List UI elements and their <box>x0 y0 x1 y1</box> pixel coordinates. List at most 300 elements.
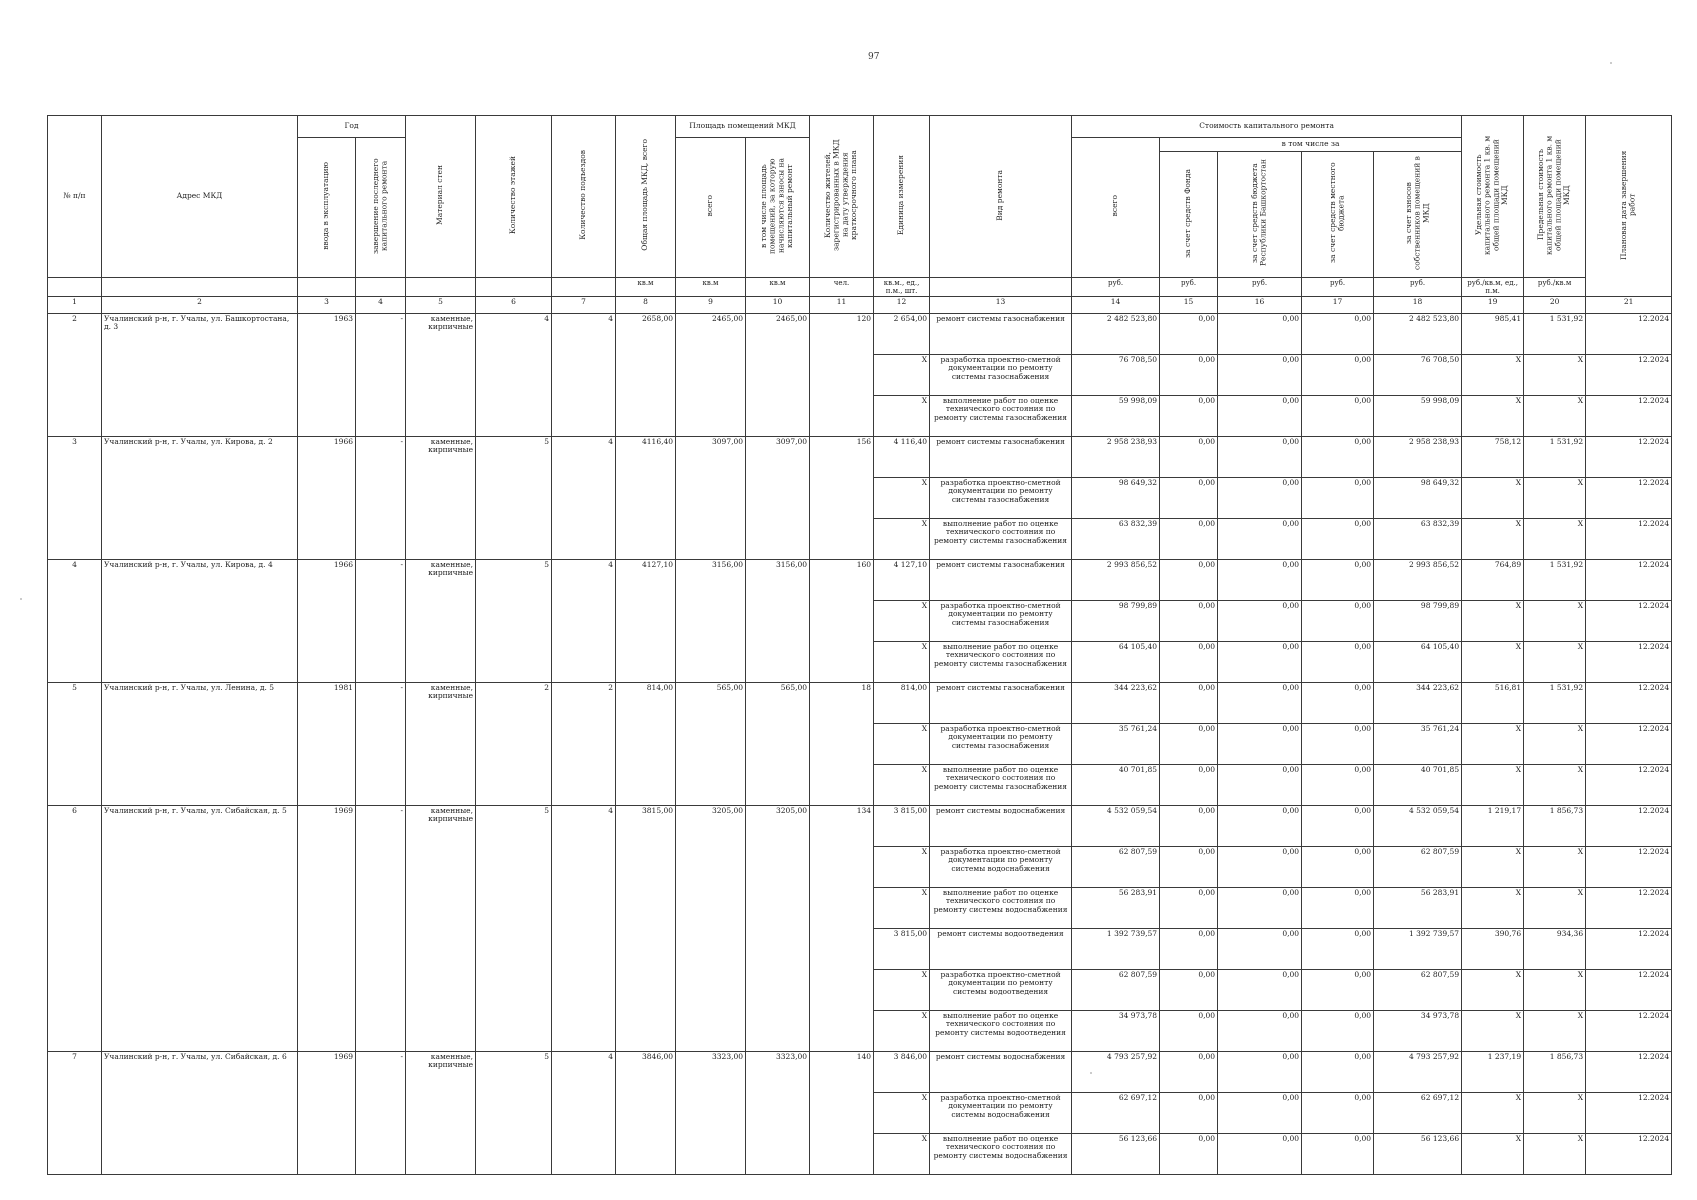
column-number: 17 <box>1302 296 1374 313</box>
building-num: 5 <box>48 682 102 805</box>
work-max-cost: X <box>1524 354 1586 395</box>
building-floors: 5 <box>476 436 552 559</box>
work-cost-local: 0,00 <box>1302 600 1374 641</box>
work-cost-fund: 0,00 <box>1160 764 1218 805</box>
work-max-cost: X <box>1524 518 1586 559</box>
work-max-cost: 1 531,92 <box>1524 682 1586 723</box>
work-deadline: 12.2024 <box>1586 764 1672 805</box>
work-unit: X <box>874 723 930 764</box>
work-cost-total: 56 283,91 <box>1072 887 1160 928</box>
work-cost-local: 0,00 <box>1302 436 1374 477</box>
work-cost-fund: 0,00 <box>1160 1051 1218 1092</box>
work-type: ремонт системы водоснабжения <box>930 805 1072 846</box>
work-cost-total: 64 105,40 <box>1072 641 1160 682</box>
building-total-area: 3815,00 <box>616 805 676 1051</box>
work-unit: 814,00 <box>874 682 930 723</box>
work-unit-cost: X <box>1462 354 1524 395</box>
work-type: выполнение работ по оценке технического состояния по ремонту системы газоснабжения <box>930 518 1072 559</box>
work-cost-republic: 0,00 <box>1218 313 1302 354</box>
building-premises-paying: 3323,00 <box>746 1051 810 1174</box>
building-entrances: 2 <box>552 682 616 805</box>
work-cost-owners: 35 761,24 <box>1374 723 1462 764</box>
building-premises-total: 3205,00 <box>676 805 746 1051</box>
work-deadline: 12.2024 <box>1586 805 1672 846</box>
building-address: Учалинский р-н, г. Учалы, ул. Сибайская, д. 5 <box>102 805 298 1051</box>
building-last-overhaul: - <box>356 805 406 1051</box>
building-premises-paying: 565,00 <box>746 682 810 805</box>
building-last-overhaul: - <box>356 559 406 682</box>
work-cost-owners: 40 701,85 <box>1374 764 1462 805</box>
building-entrances: 4 <box>552 805 616 1051</box>
column-number: 21 <box>1586 296 1672 313</box>
column-number: 20 <box>1524 296 1586 313</box>
scan-speck <box>20 598 22 600</box>
work-cost-total: 2 958 238,93 <box>1072 436 1160 477</box>
work-cost-total: 98 799,89 <box>1072 600 1160 641</box>
header-residents: Количество жителей, зарегистрированных в МКД на дату утверждения краткосрочного плана <box>823 139 859 251</box>
building-material: каменные, кирпичные <box>406 559 476 682</box>
work-cost-local: 0,00 <box>1302 682 1374 723</box>
building-year: 1963 <box>298 313 356 436</box>
work-type: разработка проектно-сметной документации по ремонту системы газоснабжения <box>930 723 1072 764</box>
header-floors: Количество этажей <box>508 155 518 235</box>
column-number: 1 <box>48 296 102 313</box>
work-type: ремонт системы газоснабжения <box>930 682 1072 723</box>
scan-speck <box>1090 1072 1092 1074</box>
work-cost-fund: 0,00 <box>1160 1133 1218 1174</box>
work-cost-total: 4 532 059,54 <box>1072 805 1160 846</box>
building-total-area: 2658,00 <box>616 313 676 436</box>
work-unit: X <box>874 1092 930 1133</box>
building-address: Учалинский р-н, г. Учалы, ул. Башкортостана, д. 3 <box>102 313 298 436</box>
building-total-area: 3846,00 <box>616 1051 676 1174</box>
work-unit: X <box>874 477 930 518</box>
work-cost-local: 0,00 <box>1302 764 1374 805</box>
work-cost-republic: 0,00 <box>1218 518 1302 559</box>
work-cost-republic: 0,00 <box>1218 1051 1302 1092</box>
work-cost-owners: 344 223,62 <box>1374 682 1462 723</box>
work-deadline: 12.2024 <box>1586 518 1672 559</box>
work-cost-fund: 0,00 <box>1160 969 1218 1010</box>
work-cost-owners: 4 532 059,54 <box>1374 805 1462 846</box>
table-row <box>48 436 1672 477</box>
work-unit-cost: X <box>1462 887 1524 928</box>
work-cost-republic: 0,00 <box>1218 600 1302 641</box>
building-premises-paying: 3205,00 <box>746 805 810 1051</box>
work-cost-local: 0,00 <box>1302 723 1374 764</box>
building-material: каменные, кирпичные <box>406 436 476 559</box>
work-cost-republic: 0,00 <box>1218 764 1302 805</box>
work-cost-local: 0,00 <box>1302 559 1374 600</box>
header-work-type: Вид ремонта <box>995 169 1005 221</box>
work-unit: 2 654,00 <box>874 313 930 354</box>
building-premises-total: 565,00 <box>676 682 746 805</box>
work-type: разработка проектно-сметной документации по ремонту системы газоснабжения <box>930 354 1072 395</box>
work-cost-local: 0,00 <box>1302 641 1374 682</box>
work-cost-republic: 0,00 <box>1218 723 1302 764</box>
work-cost-total: 34 973,78 <box>1072 1010 1160 1051</box>
building-address: Учалинский р-н, г. Учалы, ул. Сибайская, д. 6 <box>102 1051 298 1174</box>
work-unit-cost: 764,89 <box>1462 559 1524 600</box>
work-cost-total: 344 223,62 <box>1072 682 1160 723</box>
work-type: ремонт системы газоснабжения <box>930 559 1072 600</box>
work-cost-republic: 0,00 <box>1218 559 1302 600</box>
work-deadline: 12.2024 <box>1586 354 1672 395</box>
building-last-overhaul: - <box>356 1051 406 1174</box>
work-cost-republic: 0,00 <box>1218 1133 1302 1174</box>
work-unit-cost: X <box>1462 1133 1524 1174</box>
work-cost-republic: 0,00 <box>1218 477 1302 518</box>
work-cost-local: 0,00 <box>1302 477 1374 518</box>
building-num: 4 <box>48 559 102 682</box>
work-cost-owners: 56 123,66 <box>1374 1133 1462 1174</box>
work-unit: 3 815,00 <box>874 928 930 969</box>
work-cost-total: 1 392 739,57 <box>1072 928 1160 969</box>
work-deadline: 12.2024 <box>1586 682 1672 723</box>
work-unit: X <box>874 764 930 805</box>
header-cost-group: Стоимость капитального ремонта <box>1072 116 1462 138</box>
work-cost-fund: 0,00 <box>1160 1092 1218 1133</box>
header-total-area: Общая площадь МКД, всего <box>640 139 650 251</box>
building-year: 1966 <box>298 436 356 559</box>
work-type: разработка проектно-сметной документации по ремонту системы водоотведения <box>930 969 1072 1010</box>
work-deadline: 12.2024 <box>1586 436 1672 477</box>
building-num: 7 <box>48 1051 102 1174</box>
header-cost-fund: за счет средств Фонда <box>1183 168 1193 258</box>
building-num: 2 <box>48 313 102 436</box>
work-unit: X <box>874 354 930 395</box>
work-cost-fund: 0,00 <box>1160 846 1218 887</box>
building-premises-total: 3097,00 <box>676 436 746 559</box>
column-number: 19 <box>1462 296 1524 313</box>
column-number: 15 <box>1160 296 1218 313</box>
building-year: 1969 <box>298 805 356 1051</box>
column-number: 10 <box>746 296 810 313</box>
work-cost-total: 98 649,32 <box>1072 477 1160 518</box>
work-deadline: 12.2024 <box>1586 1133 1672 1174</box>
work-type: разработка проектно-сметной документации по ремонту системы газоснабжения <box>930 600 1072 641</box>
work-cost-owners: 4 793 257,92 <box>1374 1051 1462 1092</box>
overhaul-register-table <box>47 115 1672 1175</box>
unit-cost-owners: руб. <box>1374 277 1462 296</box>
work-deadline: 12.2024 <box>1586 559 1672 600</box>
work-unit-cost: X <box>1462 641 1524 682</box>
work-cost-republic: 0,00 <box>1218 682 1302 723</box>
work-unit-cost: X <box>1462 764 1524 805</box>
work-cost-owners: 56 283,91 <box>1374 887 1462 928</box>
building-material: каменные, кирпичные <box>406 805 476 1051</box>
work-unit: 3 846,00 <box>874 1051 930 1092</box>
work-max-cost: 1 531,92 <box>1524 313 1586 354</box>
building-total-area: 814,00 <box>616 682 676 805</box>
work-cost-republic: 0,00 <box>1218 641 1302 682</box>
unit-premises-total: кв.м <box>676 277 746 296</box>
work-cost-republic: 0,00 <box>1218 846 1302 887</box>
building-residents: 120 <box>810 313 874 436</box>
work-deadline: 12.2024 <box>1586 600 1672 641</box>
column-number: 6 <box>476 296 552 313</box>
work-unit: X <box>874 1010 930 1051</box>
header-cost-local: за счет средств местного бюджета <box>1327 162 1346 264</box>
work-type: выполнение работ по оценке технического состояния по ремонту системы газоснабжения <box>930 764 1072 805</box>
work-unit-cost: X <box>1462 600 1524 641</box>
building-address: Учалинский р-н, г. Учалы, ул. Кирова, д. 2 <box>102 436 298 559</box>
building-last-overhaul: - <box>356 313 406 436</box>
work-unit-cost: X <box>1462 518 1524 559</box>
work-unit-cost: 985,41 <box>1462 313 1524 354</box>
work-cost-owners: 1 392 739,57 <box>1374 928 1462 969</box>
work-cost-fund: 0,00 <box>1160 928 1218 969</box>
unit-cost-local: руб. <box>1302 277 1374 296</box>
work-cost-owners: 62 807,59 <box>1374 969 1462 1010</box>
work-cost-total: 63 832,39 <box>1072 518 1160 559</box>
work-cost-fund: 0,00 <box>1160 600 1218 641</box>
work-unit: X <box>874 395 930 436</box>
work-cost-owners: 2 482 523,80 <box>1374 313 1462 354</box>
unit-residents: чел. <box>810 277 874 296</box>
work-deadline: 12.2024 <box>1586 928 1672 969</box>
work-max-cost: X <box>1524 1092 1586 1133</box>
work-cost-total: 4 793 257,92 <box>1072 1051 1160 1092</box>
building-floors: 4 <box>476 313 552 436</box>
work-type: выполнение работ по оценке технического состояния по ремонту системы водоснабжения <box>930 887 1072 928</box>
header-premises-group: Площадь помещений МКД <box>676 116 810 138</box>
work-type: выполнение работ по оценке технического состояния по ремонту системы газоснабжения <box>930 641 1072 682</box>
column-number: 8 <box>616 296 676 313</box>
work-deadline: 12.2024 <box>1586 1051 1672 1092</box>
work-deadline: 12.2024 <box>1586 477 1672 518</box>
work-unit-cost: 516,81 <box>1462 682 1524 723</box>
building-residents: 140 <box>810 1051 874 1174</box>
work-max-cost: 934,36 <box>1524 928 1586 969</box>
header-address: Адрес МКД <box>102 116 298 278</box>
column-number: 11 <box>810 296 874 313</box>
header-entrances: Количество подъездов <box>578 150 588 240</box>
building-material: каменные, кирпичные <box>406 1051 476 1174</box>
work-cost-owners: 62 807,59 <box>1374 846 1462 887</box>
building-floors: 5 <box>476 1051 552 1174</box>
building-floors: 5 <box>476 559 552 682</box>
work-cost-total: 40 701,85 <box>1072 764 1160 805</box>
building-entrances: 4 <box>552 436 616 559</box>
work-cost-fund: 0,00 <box>1160 313 1218 354</box>
work-type: разработка проектно-сметной документации по ремонту системы водоснабжения <box>930 1092 1072 1133</box>
unit-premises-paying: кв.м <box>746 277 810 296</box>
column-number: 4 <box>356 296 406 313</box>
work-max-cost: X <box>1524 723 1586 764</box>
work-cost-republic: 0,00 <box>1218 928 1302 969</box>
building-total-area: 4127,10 <box>616 559 676 682</box>
unit-max-cost: руб./кв.м <box>1524 277 1586 296</box>
work-cost-total: 62 697,12 <box>1072 1092 1160 1133</box>
work-cost-republic: 0,00 <box>1218 1092 1302 1133</box>
work-unit-cost: X <box>1462 395 1524 436</box>
building-material: каменные, кирпичные <box>406 313 476 436</box>
work-cost-owners: 76 708,50 <box>1374 354 1462 395</box>
work-deadline: 12.2024 <box>1586 395 1672 436</box>
building-num: 6 <box>48 805 102 1051</box>
work-cost-total: 59 998,09 <box>1072 395 1160 436</box>
work-max-cost: X <box>1524 846 1586 887</box>
building-floors: 2 <box>476 682 552 805</box>
work-cost-local: 0,00 <box>1302 1133 1374 1174</box>
column-number: 2 <box>102 296 298 313</box>
work-cost-local: 0,00 <box>1302 846 1374 887</box>
table-header <box>48 116 1672 314</box>
column-number: 7 <box>552 296 616 313</box>
work-deadline: 12.2024 <box>1586 1010 1672 1051</box>
building-num: 3 <box>48 436 102 559</box>
header-year-group: Год <box>298 116 406 138</box>
work-unit: X <box>874 641 930 682</box>
work-cost-republic: 0,00 <box>1218 436 1302 477</box>
header-max-cost: Предельная стоимость капитального ремонта 1 кв. м общей площади помещений МКД <box>1536 135 1572 255</box>
building-premises-paying: 3156,00 <box>746 559 810 682</box>
column-number: 18 <box>1374 296 1462 313</box>
header-premises-total: всего <box>705 195 715 217</box>
work-cost-fund: 0,00 <box>1160 395 1218 436</box>
building-premises-total: 3156,00 <box>676 559 746 682</box>
work-cost-owners: 64 105,40 <box>1374 641 1462 682</box>
work-deadline: 12.2024 <box>1586 887 1672 928</box>
building-total-area: 4116,40 <box>616 436 676 559</box>
work-cost-local: 0,00 <box>1302 1010 1374 1051</box>
column-number: 13 <box>930 296 1072 313</box>
building-last-overhaul: - <box>356 436 406 559</box>
work-unit: 3 815,00 <box>874 805 930 846</box>
work-max-cost: X <box>1524 1133 1586 1174</box>
building-residents: 134 <box>810 805 874 1051</box>
page-number: 97 <box>868 52 880 62</box>
building-premises-total: 3323,00 <box>676 1051 746 1174</box>
scan-speck <box>1610 62 1612 64</box>
work-unit-cost: X <box>1462 1010 1524 1051</box>
building-year: 1969 <box>298 1051 356 1174</box>
work-cost-local: 0,00 <box>1302 395 1374 436</box>
unit-cost-fund: руб. <box>1160 277 1218 296</box>
work-cost-local: 0,00 <box>1302 313 1374 354</box>
work-cost-fund: 0,00 <box>1160 641 1218 682</box>
work-cost-total: 62 807,59 <box>1072 969 1160 1010</box>
work-type: ремонт системы водоснабжения <box>930 1051 1072 1092</box>
building-material: каменные, кирпичные <box>406 682 476 805</box>
header-cost-total: всего <box>1110 195 1120 217</box>
work-unit-cost: X <box>1462 846 1524 887</box>
work-deadline: 12.2024 <box>1586 1092 1672 1133</box>
work-cost-total: 56 123,66 <box>1072 1133 1160 1174</box>
work-deadline: 12.2024 <box>1586 846 1672 887</box>
work-unit-cost: X <box>1462 723 1524 764</box>
work-deadline: 12.2024 <box>1586 313 1672 354</box>
header-num: № п/п <box>48 116 102 278</box>
header-including: в том числе за <box>1160 138 1462 152</box>
work-unit: X <box>874 518 930 559</box>
work-cost-local: 0,00 <box>1302 969 1374 1010</box>
work-unit-cost: X <box>1462 969 1524 1010</box>
header-cost-republic: за счет средств бюджета Республики Башкортостан <box>1249 159 1268 267</box>
work-max-cost: X <box>1524 395 1586 436</box>
work-cost-local: 0,00 <box>1302 354 1374 395</box>
building-residents: 156 <box>810 436 874 559</box>
column-number: 16 <box>1218 296 1302 313</box>
work-cost-owners: 2 958 238,93 <box>1374 436 1462 477</box>
work-type: разработка проектно-сметной документации по ремонту системы газоснабжения <box>930 477 1072 518</box>
building-entrances: 4 <box>552 559 616 682</box>
work-cost-fund: 0,00 <box>1160 559 1218 600</box>
work-unit: X <box>874 887 930 928</box>
unit-total-area: кв.м <box>616 277 676 296</box>
header-unit-cost: Удельная стоимость капитального ремонта 1 кв. м общей площади помещений МКД <box>1474 135 1510 255</box>
work-unit: X <box>874 600 930 641</box>
table-row <box>48 313 1672 354</box>
work-max-cost: X <box>1524 600 1586 641</box>
work-cost-owners: 98 649,32 <box>1374 477 1462 518</box>
work-type: выполнение работ по оценке технического состояния по ремонту системы газоснабжения <box>930 395 1072 436</box>
unit-cost-total: руб. <box>1072 277 1160 296</box>
work-unit: X <box>874 969 930 1010</box>
work-unit-cost: 1 219,17 <box>1462 805 1524 846</box>
work-cost-local: 0,00 <box>1302 1092 1374 1133</box>
work-unit: X <box>874 846 930 887</box>
work-max-cost: 1 531,92 <box>1524 559 1586 600</box>
work-type: выполнение работ по оценке технического состояния по ремонту системы водоснабжения <box>930 1133 1072 1174</box>
work-cost-local: 0,00 <box>1302 928 1374 969</box>
work-unit-cost: X <box>1462 477 1524 518</box>
header-year-last-overhaul: завершение последнего капитального ремонта <box>370 158 389 254</box>
work-unit: X <box>874 1133 930 1174</box>
building-premises-paying: 3097,00 <box>746 436 810 559</box>
building-entrances: 4 <box>552 313 616 436</box>
work-cost-republic: 0,00 <box>1218 969 1302 1010</box>
work-type: ремонт системы газоснабжения <box>930 313 1072 354</box>
work-unit-cost: 390,76 <box>1462 928 1524 969</box>
work-type: разработка проектно-сметной документации по ремонту системы водоснабжения <box>930 846 1072 887</box>
header-deadline: Плановая дата завершения работ <box>1618 149 1637 260</box>
work-cost-republic: 0,00 <box>1218 1010 1302 1051</box>
work-unit: 4 116,40 <box>874 436 930 477</box>
work-type: выполнение работ по оценке технического состояния по ремонту системы водоотведения <box>930 1010 1072 1051</box>
work-cost-fund: 0,00 <box>1160 805 1218 846</box>
work-cost-republic: 0,00 <box>1218 354 1302 395</box>
column-number: 5 <box>406 296 476 313</box>
work-max-cost: X <box>1524 1010 1586 1051</box>
work-type: ремонт системы водоотведения <box>930 928 1072 969</box>
work-max-cost: 1 531,92 <box>1524 436 1586 477</box>
table-row <box>48 805 1672 846</box>
work-deadline: 12.2024 <box>1586 723 1672 764</box>
work-cost-fund: 0,00 <box>1160 887 1218 928</box>
work-type: ремонт системы газоснабжения <box>930 436 1072 477</box>
column-number-row <box>48 296 1672 313</box>
column-number: 9 <box>676 296 746 313</box>
table-row <box>48 1051 1672 1092</box>
building-address: Учалинский р-н, г. Учалы, ул. Кирова, д. 4 <box>102 559 298 682</box>
building-entrances: 4 <box>552 1051 616 1174</box>
work-max-cost: X <box>1524 641 1586 682</box>
work-unit: 4 127,10 <box>874 559 930 600</box>
table-row <box>48 682 1672 723</box>
building-floors: 5 <box>476 805 552 1051</box>
work-unit-cost: 1 237,19 <box>1462 1051 1524 1092</box>
unit-measure: кв.м., ед., п.м., шт. <box>874 277 930 296</box>
column-number: 3 <box>298 296 356 313</box>
building-address: Учалинский р-н, г. Учалы, ул. Ленина, д. 5 <box>102 682 298 805</box>
work-cost-fund: 0,00 <box>1160 682 1218 723</box>
work-max-cost: X <box>1524 764 1586 805</box>
work-cost-fund: 0,00 <box>1160 1010 1218 1051</box>
overhaul-register-sheet <box>47 115 1671 1175</box>
work-cost-local: 0,00 <box>1302 1051 1374 1092</box>
